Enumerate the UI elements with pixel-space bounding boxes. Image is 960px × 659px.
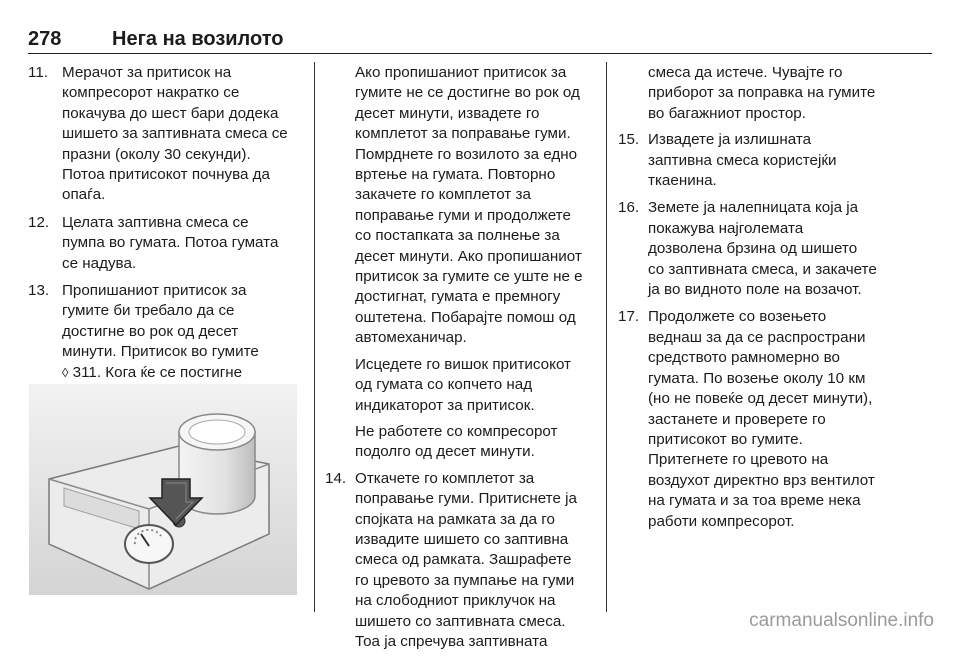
step-text xyxy=(62,63,303,206)
text-line: компресорот накратко се xyxy=(62,84,240,102)
text-line: со заптивната смеса, и закачете xyxy=(648,260,877,278)
text-line: работи компресорот. xyxy=(648,512,795,530)
step-text xyxy=(648,307,892,531)
step-text xyxy=(648,198,892,300)
paragraph-time-limit xyxy=(325,422,597,463)
text-line: десет минути, извадете го xyxy=(355,104,540,122)
text-line: достигнат, гумата е премногу xyxy=(355,288,561,306)
text-line: го цревото за пумпање на гуми xyxy=(355,571,575,589)
text-line: Исцедете го вишок притисокот xyxy=(355,355,572,373)
text-line: Ако пропишаниот притисок за xyxy=(355,64,567,81)
text-line: притисокот во гумите. xyxy=(648,430,803,448)
step-11 xyxy=(28,63,303,206)
text-line: од гумата со копчето над xyxy=(355,376,533,394)
step-number: 11. xyxy=(28,64,48,81)
text-line: со постапката за полнење за xyxy=(355,227,560,245)
text-line: во багажниот простор. xyxy=(648,104,806,122)
text-line: шишето со заптивната смеса. xyxy=(355,612,566,630)
text-line: гумите би требало да се xyxy=(62,302,235,320)
text-line: Целата заптивна смеса се xyxy=(62,213,249,231)
text-line: празни (околу 30 секунди). xyxy=(62,145,251,163)
step-text xyxy=(62,213,303,274)
text-line: извадите шишето со заптивна xyxy=(355,530,569,548)
text-line: Потоа притисокот почнува да xyxy=(62,166,270,184)
text-line: средството рамномерно во xyxy=(648,349,840,367)
text-line: вртење на гумата. Повторно xyxy=(355,166,556,184)
column-middle xyxy=(325,63,597,659)
text-line: закачете го комплетот за xyxy=(355,186,531,204)
page-reference-icon[interactable]: ◊ xyxy=(62,364,69,380)
text-line: поправање гуми. Притиснете ја xyxy=(355,490,577,508)
step-number: 17. xyxy=(618,308,640,326)
column-left xyxy=(28,63,303,431)
text-line: воздухот директно врз вентилот xyxy=(648,471,875,489)
pressure-gauge-icon xyxy=(125,525,173,563)
text-line: пумпа во гумата. Потоа гумата xyxy=(62,234,279,252)
text-line: комплетот за поправање гуми. xyxy=(355,125,571,143)
text-line: опаѓа. xyxy=(62,186,106,204)
paragraph-release-pressure xyxy=(325,355,597,416)
text-line: Мерачот за притисок на xyxy=(62,64,232,81)
text-line: шишето за заптивната смеса се xyxy=(62,125,288,143)
text-line: спојката на рамката за да го xyxy=(355,510,555,528)
compressor-illustration xyxy=(29,384,297,595)
paragraph-continued xyxy=(618,63,892,124)
step-16 xyxy=(618,198,892,300)
text-line: се надува. xyxy=(62,254,137,272)
text-line: приборот за поправка на гумите xyxy=(648,84,876,102)
text-line: оштетена. Побарајте помош од xyxy=(355,308,576,326)
page-header xyxy=(28,24,932,54)
step-12 xyxy=(28,213,303,274)
page-reference-text: 311. Кога ќе се постигне xyxy=(68,363,243,381)
text-line: индикаторот за притисок. xyxy=(355,396,535,414)
text-line: автомеханичар. xyxy=(355,329,467,347)
text-line: смеса од рамката. Зашрафете xyxy=(355,551,572,569)
text-line: притисок за гумите се уште не е xyxy=(355,268,583,286)
text-line: на слободниот приклучок на xyxy=(355,592,556,610)
watermark: carmanualsonline.info xyxy=(749,610,934,631)
text-line: покажува најголемата xyxy=(648,219,804,237)
text-line: Извадете ја излишната xyxy=(648,131,812,149)
step-15 xyxy=(618,130,892,191)
text-line: Земете ја налепницата која ја xyxy=(648,199,859,217)
text-line: Притегнете го цревото на xyxy=(648,451,829,469)
step-number: 15. xyxy=(618,131,640,149)
step-number: 13. xyxy=(28,282,50,300)
text-line: покачува до шест бари додека xyxy=(62,104,279,122)
text-line: десет минути. Ако пропишаниот xyxy=(355,247,582,265)
step-number: 16. xyxy=(618,199,640,217)
column-divider-2 xyxy=(606,62,607,612)
text-line: дозволена брзина од шишето xyxy=(648,240,858,258)
text-line: смеса да истече. Чувајте го xyxy=(648,64,843,81)
text-line: ткаенина. xyxy=(648,172,717,190)
text-line: достигне во рок од десет xyxy=(62,322,239,340)
chapter-title: Нега на возилото xyxy=(112,28,284,50)
step-text xyxy=(355,469,597,653)
step-17 xyxy=(618,307,892,531)
column-divider-1 xyxy=(314,62,315,612)
header-divider xyxy=(28,53,932,54)
text-line: веднаш за да се распространи xyxy=(648,328,866,346)
page-number: 278 xyxy=(28,28,62,50)
text-line: подолго од десет минути. xyxy=(355,443,535,461)
text-line: поправање гуми и продолжете xyxy=(355,206,571,224)
step-14 xyxy=(325,469,597,653)
text-line: (но не повеќе од десет минути), xyxy=(648,390,873,408)
text-line: Не работете со компресорот xyxy=(355,422,558,440)
text-line: Продолжете со возењето xyxy=(648,308,827,326)
text-line: гумата. По возење околу 10 км xyxy=(648,369,866,387)
paragraph-pressure-not-reached xyxy=(325,63,597,349)
text-line: Помрднете го возилото за едно xyxy=(355,145,578,163)
text-line: застанете и проверете го xyxy=(648,410,826,428)
step-number: 14. xyxy=(325,469,347,487)
text-line: Откачете го комплетот за xyxy=(355,469,535,487)
text-line: ја во видното поле на возачот. xyxy=(648,281,862,299)
column-right xyxy=(618,63,892,539)
text-line xyxy=(62,363,303,383)
step-text xyxy=(648,130,892,191)
text-line: Пропишаниот притисок за xyxy=(62,282,247,300)
text-line: Тоа ја спречува заптивната xyxy=(355,632,548,650)
step-number: 12. xyxy=(28,213,50,231)
text-line: гумите не се достигне во рок од xyxy=(355,84,580,102)
text-line: минути. Притисок во гумите xyxy=(62,343,259,361)
text-line: заптивна смеса користејќи xyxy=(648,151,837,169)
text-line: на гумата и за тоа време нека xyxy=(648,492,861,510)
